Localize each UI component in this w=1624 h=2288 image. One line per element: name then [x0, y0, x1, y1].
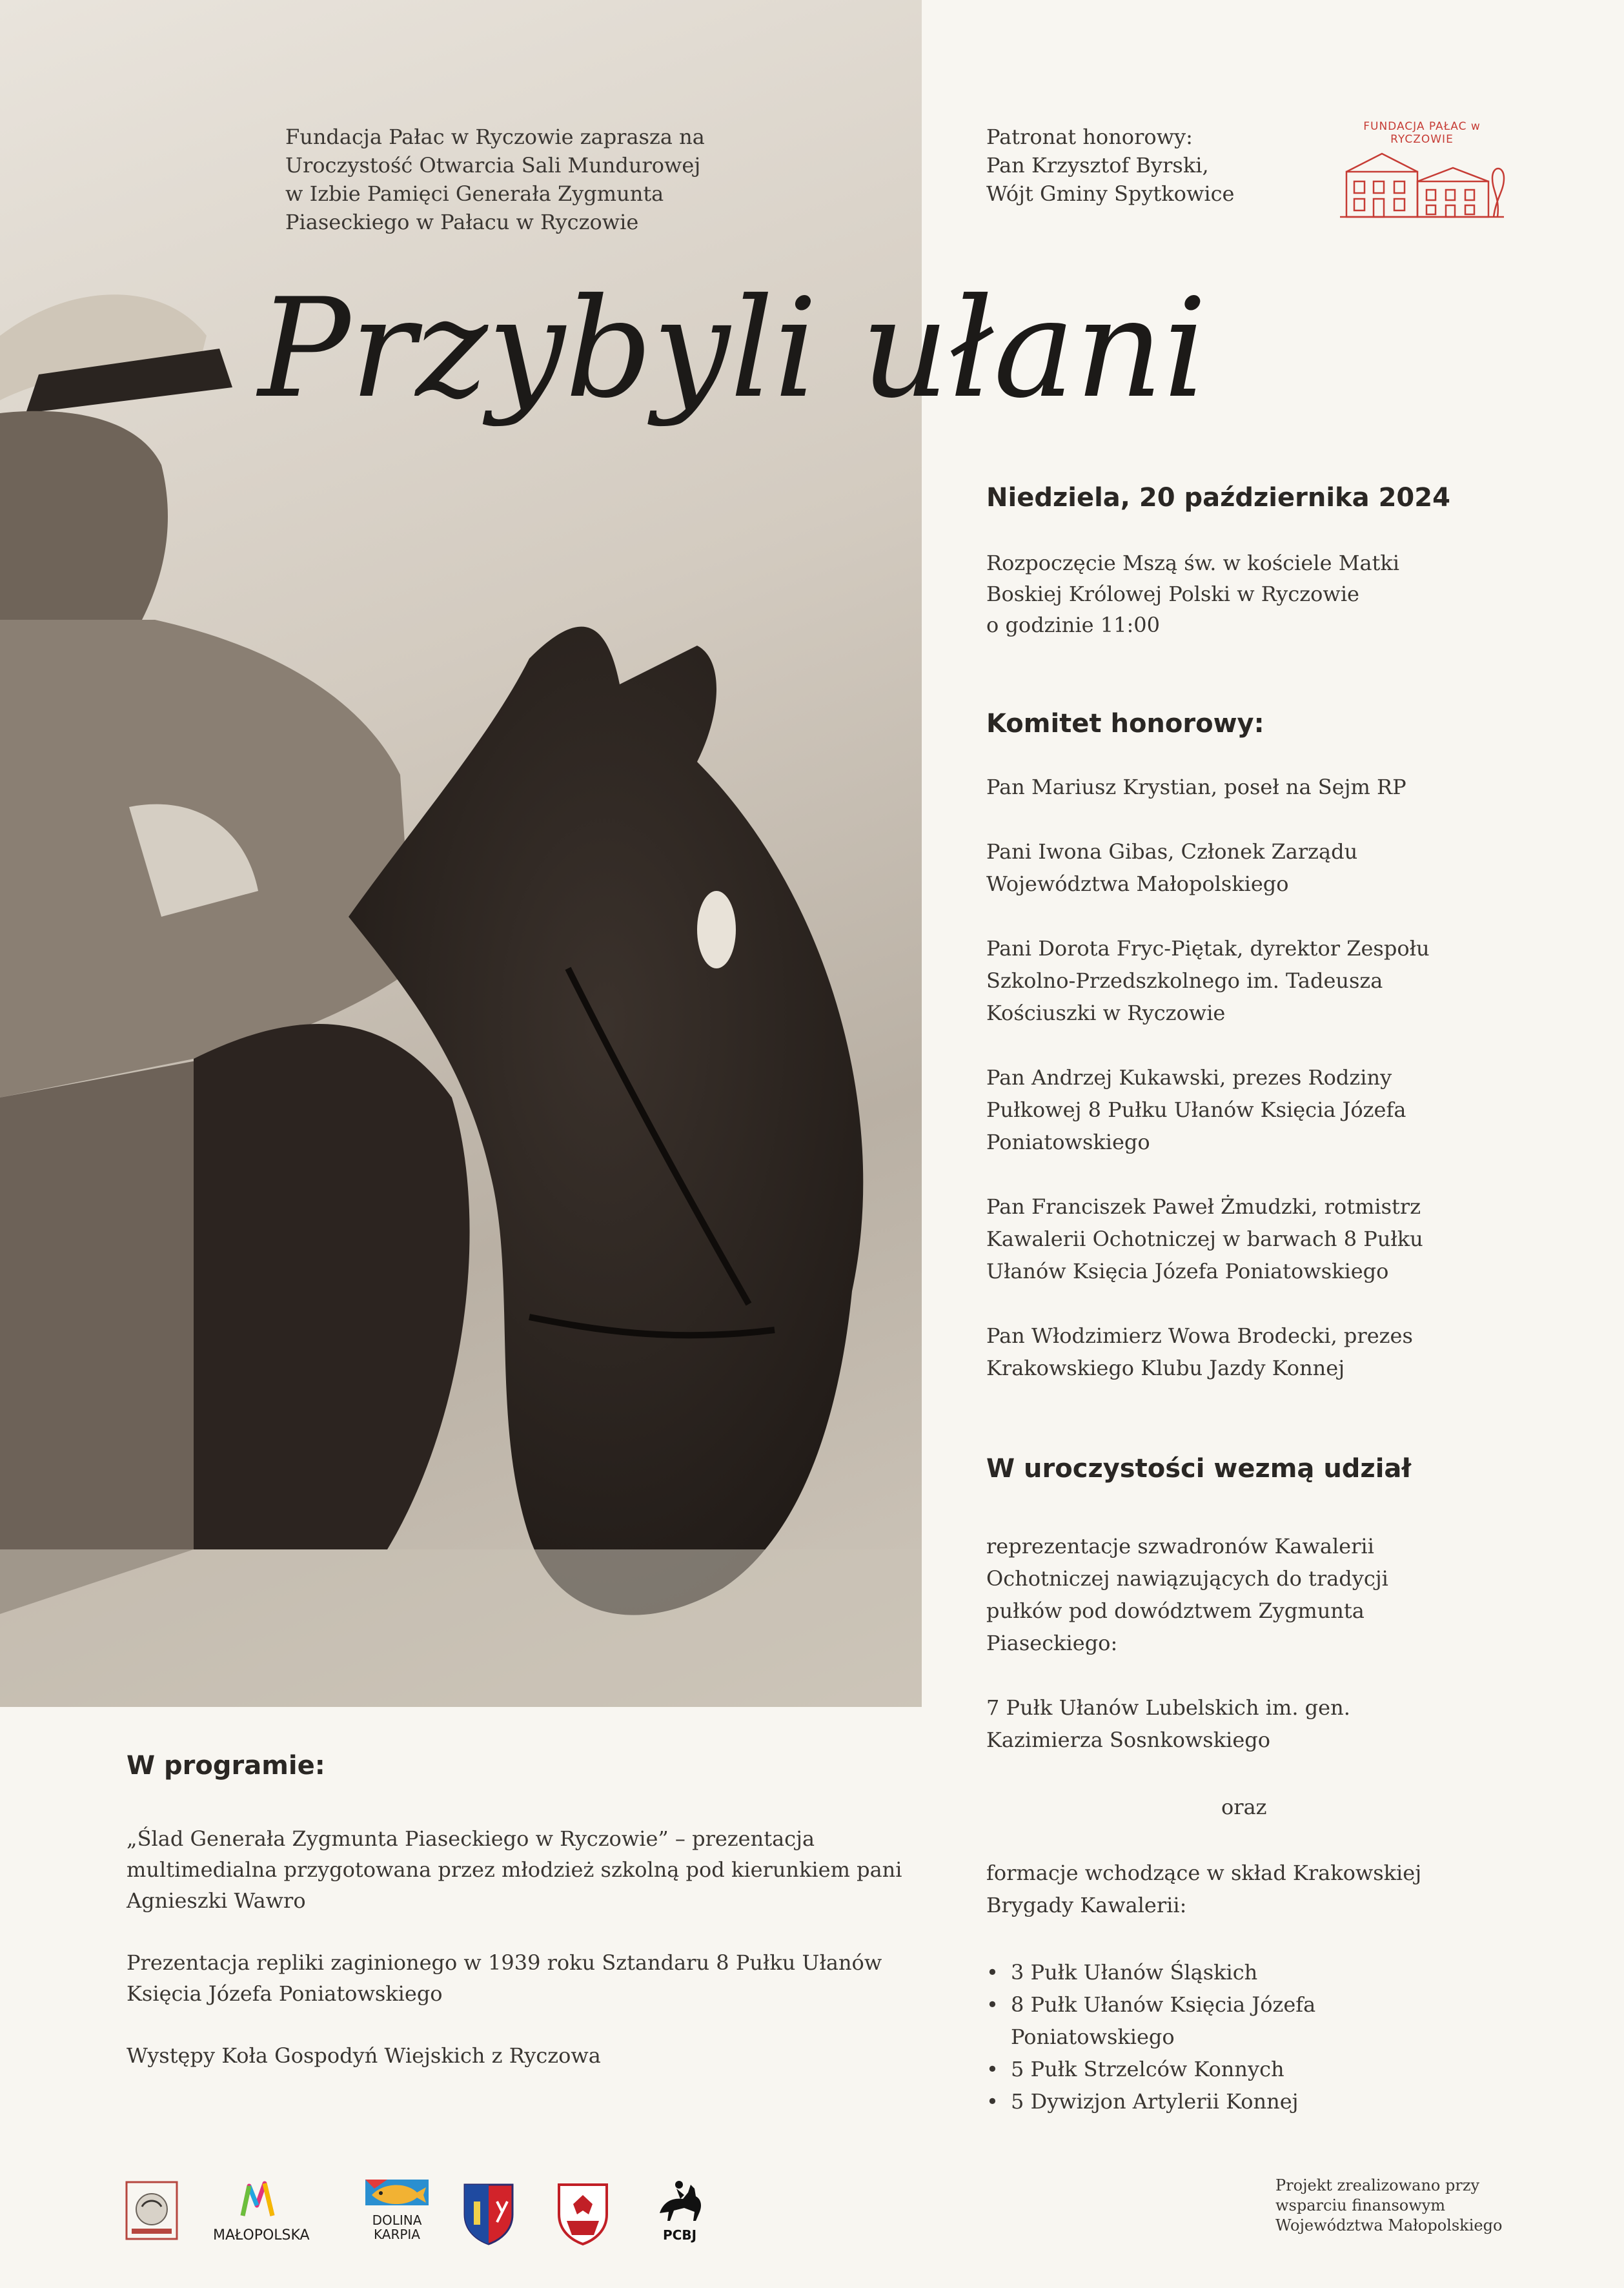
brigade-unit-list: [986, 1956, 1477, 2118]
event-title: Przybyli ułani: [258, 269, 1207, 428]
funding-line: Projekt zrealizowano przy: [1275, 2176, 1480, 2194]
karpia-label: KARPIA: [374, 2227, 420, 2242]
invitation-intro: [285, 123, 776, 236]
patron-line: Wójt Gminy Spytkowice: [986, 181, 1235, 206]
brigade-unit: • 3 Pułk Ułanów Śląskich: [986, 1956, 1477, 1988]
committee-member: Pan Mariusz Krystian, poseł na Sejm RP: [986, 775, 1406, 799]
cavalry-silhouette-image: [0, 0, 922, 1707]
committee-member: Pan Andrzej Kukawski, prezes Rodziny Pułkowej 8 Pułku Ułanów Księcia Józefa Poniatowskiego: [986, 1065, 1406, 1154]
event-date: Niedziela, 20 października 2024: [986, 483, 1450, 513]
brigade-unit: • 8 Pułk Ułanów Księcia Józefa Poniatowskiego: [986, 1988, 1477, 2053]
mass-info: [986, 547, 1451, 640]
pcbj-logo: [651, 2176, 709, 2247]
pcbj-label: PCBJ: [662, 2227, 697, 2243]
foundation-logo: [1335, 120, 1509, 217]
general-emblem-icon: [123, 2176, 181, 2247]
participants-heading: W uroczystości wezmą udział: [986, 1454, 1412, 1484]
brigade-unit: • 5 Pułk Strzelców Konnych: [986, 2053, 1477, 2085]
funding-note: [1275, 2176, 1547, 2236]
mass-line: o godzinie 11:00: [986, 613, 1160, 637]
committee-member: Pan Włodzimierz Wowa Brodecki, prezes Krakowskiego Klubu Jazdy Konnej: [986, 1323, 1413, 1380]
mass-line: Rozpoczęcie Mszą św. w kościele Matki: [986, 551, 1400, 575]
intro-line: Uroczystość Otwarcia Sali Mundurowej: [285, 153, 701, 178]
funding-line: Województwa Małopolskiego: [1275, 2216, 1503, 2234]
honorary-patron: [986, 123, 1309, 208]
gmina-coat-of-arms-icon: [460, 2176, 518, 2247]
program-list: [127, 1823, 920, 2102]
uhlan-photo: [0, 0, 922, 1707]
committee-member: Pan Franciszek Paweł Żmudzki, rotmistrz Kawalerii Ochotniczej w barwach 8 Pułku Ułanów Księcia Józefa Poniatowskiego: [986, 1194, 1423, 1283]
intro-line: w Izbie Pamięci Generała Zygmunta: [285, 181, 664, 206]
committee-member: Pani Dorota Fryc-Piętak, dyrektor Zespołu Szkolno-Przedszkolnego im. Tadeusza Kościuszki w Ryczowie: [986, 936, 1430, 1025]
brigade-intro: formacje wchodzące w skład Krakowskiej Brygady Kawalerii:: [986, 1861, 1422, 1917]
committee-member: Pani Iwona Gibas, Członek Zarządu Województwa Małopolskiego: [986, 839, 1358, 896]
patron-line: Pan Krzysztof Byrski,: [986, 153, 1209, 178]
malopolska-mark-icon: [213, 2176, 303, 2221]
program-item: Prezentacja repliki zaginionego w 1939 roku Sztandaru 8 Pułku Ułanów Księcia Józefa Poniatowskiego: [127, 1950, 882, 2006]
malopolska-logo: [213, 2176, 310, 2247]
patron-line: Patronat honorowy:: [986, 125, 1193, 149]
carp-fish-icon: [361, 2176, 432, 2208]
program-item: Występy Koła Gospodyń Wiejskich z Ryczowa: [127, 2043, 601, 2068]
horse-rider-icon: [651, 2176, 709, 2225]
committee-list: [986, 771, 1477, 1416]
funding-line: wsparciu finansowym: [1275, 2196, 1446, 2214]
foundation-logo-text: FUNDACJA PAŁAC w RYCZOWIE: [1363, 120, 1481, 146]
participants-oraz: oraz: [1221, 1795, 1267, 1819]
dolina-label: DOLINA: [372, 2212, 422, 2228]
mass-line: Boskiej Królowej Polski w Ryczowie: [986, 582, 1359, 606]
dolina-karpia-logo: [361, 2176, 432, 2247]
program-heading: W programie:: [127, 1751, 325, 1781]
malopolska-label: MAŁOPOLSKA: [213, 2227, 310, 2243]
palace-drawing-icon: [1335, 146, 1509, 223]
participants-intro: reprezentacje szwadronów Kawalerii Ochotniczej nawiązujących do tradycji pułków pod dowództwem Zygmunta Piaseckiego:: [986, 1534, 1388, 1655]
program-item: „Ślad Generała Zygmunta Piaseckiego w Ryczowie” – prezentacja multimedialna przygotowana przez młodzież szkolną pod kierunkiem pani Agnieszki Wawro: [127, 1826, 902, 1913]
committee-heading: Komitet honorowy:: [986, 709, 1264, 739]
powiat-coat-of-arms-icon: [554, 2176, 612, 2247]
brigade-unit: • 5 Dywizjon Artylerii Konnej: [986, 2085, 1477, 2118]
intro-line: Fundacja Pałac w Ryczowie zaprasza na: [285, 125, 705, 149]
intro-line: Piaseckiego w Pałacu w Ryczowie: [285, 210, 639, 234]
participants-regiment: 7 Pułk Ułanów Lubelskich im. gen. Kazimierza Sosnkowskiego: [986, 1695, 1350, 1752]
sponsor-logos: [123, 2176, 736, 2247]
